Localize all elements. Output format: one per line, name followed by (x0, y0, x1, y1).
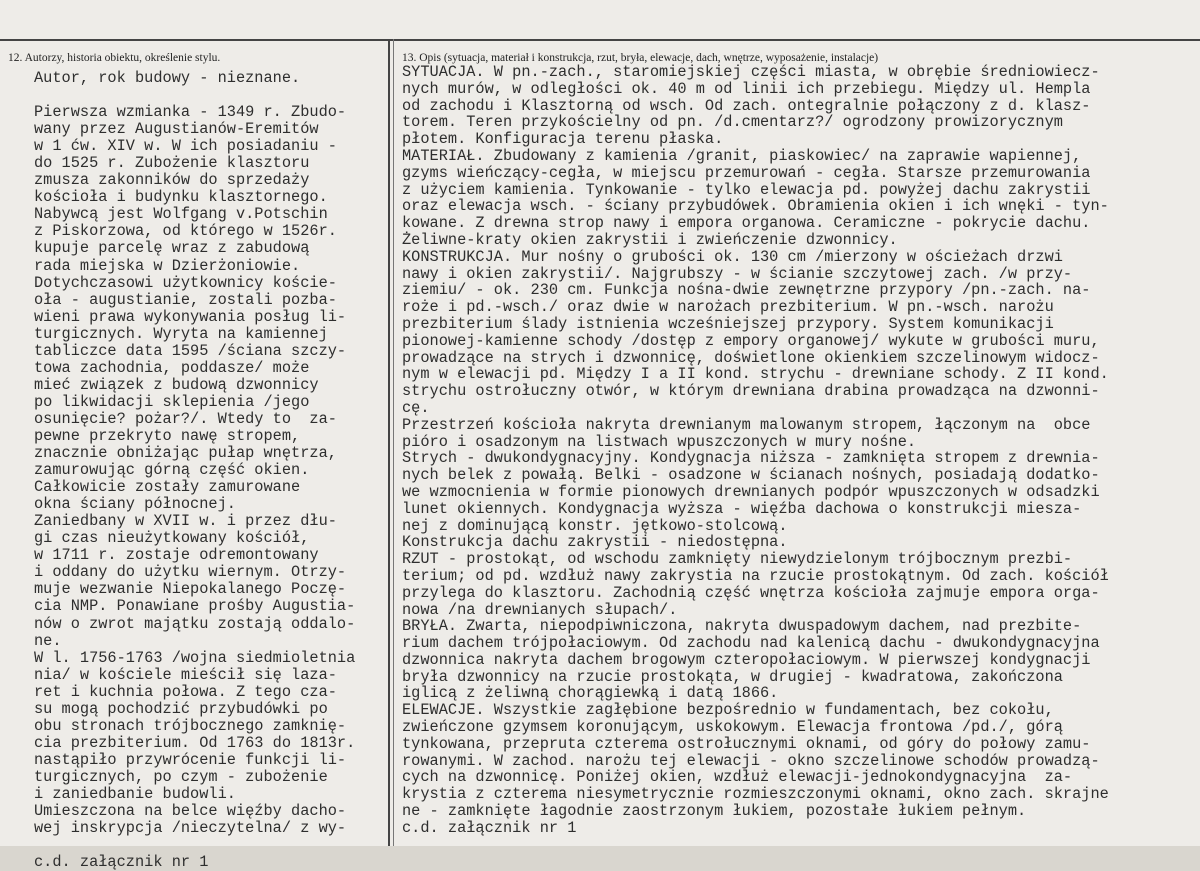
description-line: nym w elewacji pd. Między I a II kond. strychu - drewniane schody. Z II kond. (402, 365, 1109, 384)
description-line: kowane. Z drewna strop nawy i empora organowa. Ceramiczne - pokrycie dachu. (402, 214, 1091, 233)
history-line: po likwidacji sklepienia /jego (34, 392, 310, 411)
history-line: nów o zwrot majątku zostają oddalo- (34, 614, 356, 633)
description-line: Strych - dwukondygnacyjny. Kondygnacja niższa - zamknięta stropem z drewnia- (402, 449, 1100, 468)
description-line: Konstrukcja dachu zakrystii - niedostępna. (402, 533, 788, 552)
history-line: Umieszczona na belce więźby dacho- (34, 802, 347, 821)
description-line: nych belek z powałą. Belki - osadzone w ścianach nośnych, posiadają dodatko- (402, 466, 1100, 485)
history-line: i zaniedbanie budowli. (34, 784, 236, 803)
history-line: do 1525 r. Zubożenie klasztoru (34, 154, 310, 173)
history-line: Nabywcą jest Wolfgang v.Potschin (34, 205, 328, 224)
description-line: rowanymi. W zachod. narożu tej elewacji - okno szczelinowe schodów prowadzą- (402, 751, 1100, 770)
history-line: muje wezwanie Niepokalanego Poczę- (34, 580, 347, 599)
history-line: pewne przekryto nawę stropem, (34, 426, 301, 445)
history-line: oła - augustianie, zostali pozba- (34, 290, 337, 309)
section-13-heading: 13. Opis (sytuacja, materiał i konstrukcja, rzut, bryła, elewacje, dach, wnętrze, wyposażenie, instalacje) (402, 52, 879, 64)
description-line: cych na dzwonnicę. Poniżej okien, wzdłuż elewacji-jednokondygnacyjna za- (402, 768, 1073, 787)
description-line: torem. Teren przykościelny od pn. /d.cmentarz?/ ogrodzony prowizorycznym (402, 113, 1063, 132)
description-line: terium; od pd. wzdłuż nawy zakrystia na rzucie prostokątnym. Od zach. kościół (402, 566, 1109, 585)
history-line: turgicznych. Wyryta na kamiennej (34, 324, 328, 343)
history-line: ret i kuchnia połowa. Z tego cza- (34, 682, 337, 701)
description-line: gzyms wieńczący-cegła, w miejscu przemurowań - cegła. Starsze przemurowania (402, 163, 1091, 182)
description-line: Żeliwne-kraty okien zakrystii i zwieńczenie dzwonnicy. (402, 230, 898, 249)
history-line: Pierwsza wzmianka - 1349 r. Zbudo- (34, 103, 347, 122)
history-line: c.d. załącznik nr 1 (34, 853, 209, 871)
description-line: cę. (402, 398, 430, 417)
history-line: z Piskorzowa, od którego w 1526r. (34, 222, 337, 241)
history-line: w 1 ćw. XIV w. W ich posiadaniu - (34, 137, 337, 156)
description-line: bryła dzwonnicy na rzucie prostokąta, w drugiej - kwadratowa, zakończona (402, 667, 1063, 686)
description-line: MATERIAŁ. Zbudowany z kamienia /granit, piaskowiec/ na zaprawie wapiennej, (402, 146, 1082, 165)
description-line: nawy i okien zakrystii/. Najgrubszy - w ścianie szczytowej zach. /w przy- (402, 264, 1073, 283)
description-line: tynkowana, przepruta czterema ostrołucznymi oknami, od góry do połowy zamu- (402, 734, 1091, 753)
description-line: SYTUACJA. W pn.-zach., staromiejskiej części miasta, w obrębie średniowiecz- (402, 63, 1100, 81)
description-line: BRYŁA. Zwarta, niepodpiwniczona, nakryta dwuspadowym dachem, nad prezbite- (402, 617, 1082, 636)
description-line: przylega do klasztoru. Zachodnią część wnętrza kościoła zajmuje empora orga- (402, 583, 1100, 602)
history-line: wieni prawa wykonywania posług li- (34, 307, 347, 326)
history-line: wany przez Augustianów-Eremitów (34, 120, 319, 139)
history-line: Zaniedbany w XVII w. i przez dłu- (34, 512, 337, 531)
history-line: zmusza zakonników do sprzedaży (34, 171, 310, 190)
description-line: Przestrzeń kościoła nakryta drewnianym malowanym stropem, łączonym na obce (402, 415, 1091, 434)
history-line: cia NMP. Ponawiane prośby Augustia- (34, 597, 356, 616)
history-line: ne. (34, 631, 62, 650)
history-line (34, 87, 355, 104)
history-line: znacznie obniżając pułap wnętrza, (34, 444, 337, 463)
description-line: nych murów, w odległości ok. 40 m od linii ich przebiegu. Między ul. Hempla (402, 79, 1091, 98)
history-line: nia/ w kościele mieścił się laza- (34, 665, 337, 684)
history-line: w 1711 r. zostaje odremontowany (34, 546, 319, 565)
description-line: z użyciem kamienia. Tynkowanie - tylko elewacja pd. powyżej dachu zakrystii (402, 180, 1091, 199)
description-line: ELEWACJE. Wszystkie zagłębione bezpośrednio w fundamentach, bez cokołu, (402, 701, 1054, 720)
description-line: RZUT - prostokąt, od wschodu zamknięty niewydzielonym trójbocznym prezbi- (402, 550, 1073, 569)
description-line: zwieńczone gzymsem koronującym, uskokowym. Elewacja frontowa /pd./, górą (402, 718, 1063, 737)
description-line: rium dachem trójpołaciowym. Od zachodu nad kalenicą dachu - dwukondygnacyjna (402, 634, 1100, 653)
description-line: dzwonnica nakryta dachem brogowym czteropołaciowym. W pierwszej kondygnacji (402, 650, 1091, 669)
description-line: KONSTRUKCJA. Mur nośny o grubości ok. 130 cm /mierzony w ościeżach drzwi (402, 247, 1063, 266)
history-line: turgicznych, po czym - zubożenie (34, 767, 328, 786)
description-line: pióro i osadzonym na listwach wpuszczonych w mury nośne. (402, 432, 917, 451)
description-line: ne - zamknięte łagodnie zaostrzonym łukiem, pozostałe łukiem pełnym. (402, 802, 1027, 821)
description-line: roże i pd.-wsch./ oraz dwie w narożach prezbiterium. W pn.-wsch. narożu (402, 298, 1054, 317)
history-line: gi czas nieużytkowany kościół, (34, 529, 310, 548)
description-line: pionowej-kamienne schody /dostęp z empory organowej/ wykute w grubości muru, (402, 331, 1100, 350)
history-line: Autor, rok budowy - nieznane. (34, 69, 301, 87)
column-divider (388, 39, 390, 846)
description-line: iglicą z żeliwną chorągiewką i datą 1866. (402, 684, 779, 703)
history-line: tabliczce data 1595 /ściana szczy- (34, 341, 347, 360)
history-line: cia prezbiterium. Od 1763 do 1813r. (34, 733, 356, 752)
history-text (34, 70, 355, 871)
description-line: nej z dominującą konstr. jętkowo-stolcową. (402, 516, 788, 535)
description-line: we wzmocnienia w formie pionowych drewnianych podpór wpuszczonych w odsadzki (402, 482, 1100, 501)
history-line: W l. 1756-1763 /wojna siedmioletnia (34, 648, 356, 667)
description-line: lunet okiennych. Kondygnacja wyższa - więźba dachowa o konstrukcji miesza- (402, 499, 1082, 518)
history-line: zamurowując górną część okien. (34, 461, 310, 480)
history-line: towa zachodnia, poddasze/ może (34, 358, 310, 377)
history-line: su mogą pochodzić przybudówki po (34, 699, 328, 718)
description-line: prezbiterium ślady istnienia wcześniejszej przypory. System komunikacji (402, 314, 1054, 333)
history-line: kościoła i budynku klasztornego. (34, 188, 328, 207)
history-line: Dotychczasowi użytkownicy koście- (34, 273, 337, 292)
description-text (402, 64, 1109, 837)
description-line: płotem. Konfiguracja terenu płaska. (402, 130, 724, 149)
history-line: nastąpiło przywrócenie funkcji li- (34, 750, 347, 769)
section-12-heading: 12. Autorzy, historia obiektu, określenie stylu. (8, 52, 221, 64)
history-line: i oddany do użytku wiernym. Otrzy- (34, 563, 347, 582)
history-line: wej inskrypcja /nieczytelna/ z wy- (34, 819, 347, 838)
history-line: mieć związek z budową dzwonnicy (34, 375, 319, 394)
history-line: okna ściany północnej. (34, 495, 236, 514)
description-line: oraz elewacja wsch. - ściany przybudówek. Obramienia okien i ich wnęki - tyn- (402, 197, 1109, 216)
history-line: obu stronach trójbocznego zamknię- (34, 716, 347, 735)
column-divider-inner (393, 39, 394, 846)
description-line: strychu ostrołuczny otwór, w którym drewniana drabina prowadząca na dzwonni- (402, 382, 1100, 401)
description-line: krystia z czterema niesymetrycznie rozmieszczonymi oknami, okno zach. skrajne (402, 785, 1109, 804)
history-line: osunięcie? pożar?/. Wtedy to za- (34, 409, 337, 428)
description-line: od zachodu i Klasztorną od wsch. Od zach. ontegralnie połączony z d. klasz- (402, 96, 1091, 115)
history-line: kupuje parcelę wraz z zabudową (34, 239, 310, 258)
description-line: nowa /na drewnianych słupach/. (402, 600, 678, 619)
top-divider (0, 39, 1200, 41)
history-line: rada miejska w Dzierżoniowie. (34, 256, 301, 275)
description-line: ziemiu/ - ok. 230 cm. Funkcja nośna-dwie zewnętrzne przypory /pn.-zach. na- (402, 281, 1091, 300)
description-line: prowadzące na strych i dzwonnicę, doświetlone okienkiem szczelinowym widocz- (402, 348, 1100, 367)
description-line: c.d. załącznik nr 1 (402, 818, 577, 837)
history-line: Całkowicie zostały zamurowane (34, 478, 301, 497)
